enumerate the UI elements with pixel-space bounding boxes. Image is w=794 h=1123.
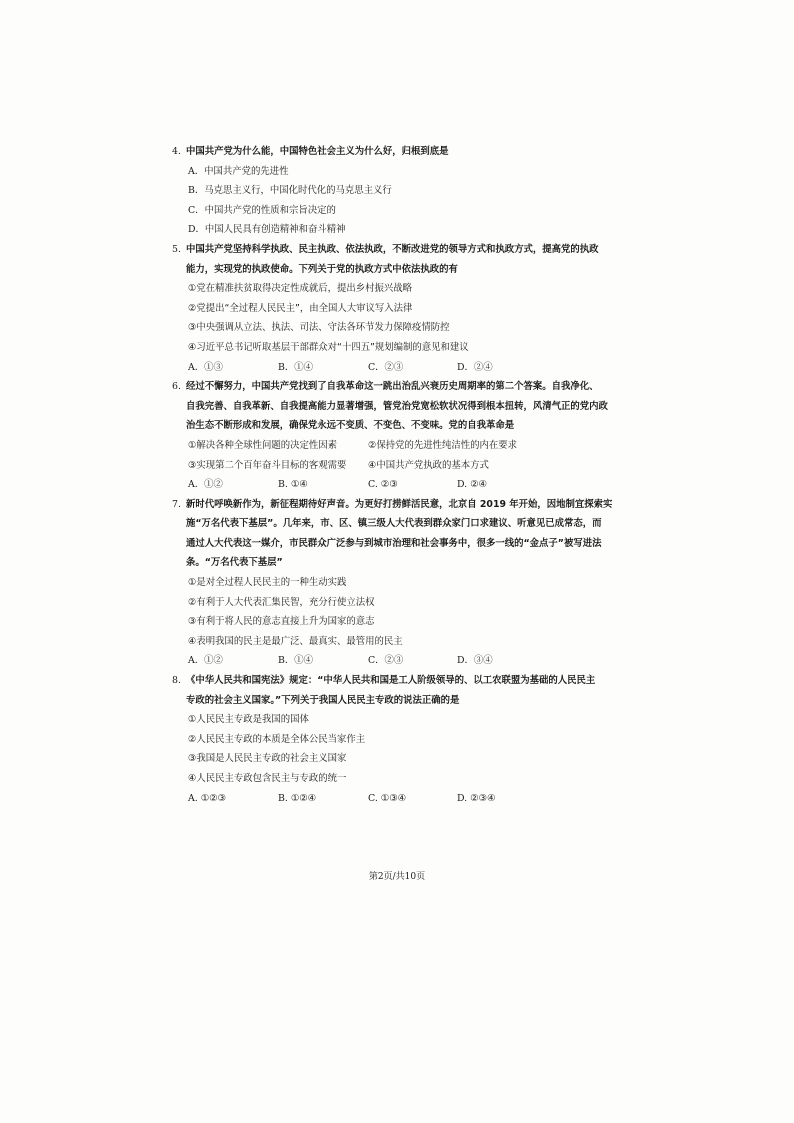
option-d [172,220,632,240]
question-stem-line: 条。“万名代表下基层” [186,557,283,569]
option-text: 中国共产党的性质和宗旨决定的 [204,204,336,216]
option-text: 马克思主义行，中国化时代化的马克思主义行 [204,185,392,197]
option-b: B．①④ [278,655,314,667]
question-stem-text: 中国共产党坚持科学执政、民主执政、依法执政，不断改进党的领导方式和执政方式，提高党的执政 [186,243,599,255]
statements-row-1 [172,436,632,456]
statement-1: ①解决各种全球性问题的决定性因素 [188,439,338,451]
option-c: C. ①③④ [368,792,407,804]
option-text: 中国人民具有创造精神和奋斗精神 [204,224,346,236]
question-stem-text: 经过不懈努力，中国共产党找到了自我革命这一跳出治乱兴衰历史周期率的第二个答案。自我净化、 [186,381,599,393]
options-row [172,358,632,378]
statement-4: ④人民民主专政包含民主与专政的统一 [188,773,347,784]
options-row [172,789,632,809]
question-stem-text: 《中华人民共和国宪法》规定：“中华人民共和国是工人阶级领导的、以工农联盟为基础的人民民主 [186,675,596,687]
question-stem-line [172,142,632,162]
question-stem-line [172,240,632,260]
option-letter: A． [188,165,205,177]
statement-2: ②保持党的先进性纯洁性的内在要求 [368,439,518,451]
question-list [172,142,632,808]
question-stem-line [172,377,632,397]
option-b: B. ①②④ [278,792,317,804]
question-number: 8. [172,675,181,687]
option-text: 中国共产党的先进性 [204,165,289,177]
option-a: A．①② [188,479,223,491]
question-stem-text: 新时代呼唤新作为，新征程期待好声音。为更好打捞鲜活民意，北京自 2019 年开始，因地制宜探索实 [186,498,613,510]
statement-1: ①是对全过程人民民主的一种生动实践 [188,577,347,589]
question-stem-line: 专政的社会主义国家。”下列关于我国人民民主专政的说法正确的是 [186,694,460,706]
page-indicator: 第2页/共10页 [368,872,426,882]
option-c: C．②③ [368,361,404,373]
statement-3: ③中央强调从立法、执法、司法、守法各环节发力保障疫情防控 [188,322,450,334]
question-stem-line: 自我完善、自我革新、自我提高能力显著增强，管党治党宽松软状况得到根本扭转，风清气正的党内政 [186,400,608,412]
statement-4: ④中国共产党执政的基本方式 [368,459,489,471]
option-b [172,181,632,201]
option-c: C．②③ [368,655,404,667]
question-stem-line: 治生态不断形成和发展，确保党永远不变质、不变色、不变味。党的自我革命是 [186,420,515,432]
option-c [172,201,632,221]
option-d: D．③④ [457,655,493,667]
statement-2: ②党提出“全过程人民民主”，由全国人大审议写入法律 [188,302,413,314]
question-number: 4. [172,146,181,157]
option-d: D. ②③④ [457,792,496,804]
question-7 [172,495,632,671]
statement-1: ①党在精准扶贫取得决定性成就后，提出乡村振兴战略 [188,283,413,295]
question-5 [172,240,632,377]
question-stem-line: 施“万名代表下基层”。几年来，市、区、镇三级人大代表到群众家门口求建议、听意见已成常态，而 [186,518,602,530]
question-number: 6. [172,381,181,393]
option-a: A．①② [188,655,223,667]
option-b: B．①④ [278,361,314,373]
question-number: 5. [172,243,181,255]
question-stem-line: 通过人大代表这一媒介，市民群众广泛参与到城市治理和社会事务中，很多一线的“金点子”被写进法 [186,537,602,549]
question-8 [172,671,632,808]
question-number: 7. [172,498,181,510]
option-letter: B． [188,185,205,197]
statement-1: ①人民民主专政是我国的国体 [188,714,309,726]
option-c: C. ②③ [368,479,398,491]
option-letter: C． [188,204,205,216]
question-stem-line: 能力，实现党的执政使命。下列关于党的执政方式中依法执政的有 [186,263,458,275]
options-row [172,651,632,671]
option-a: A．①③ [188,361,223,373]
statement-3: ③有利于将人民的意志直接上升为国家的意志 [188,616,375,628]
statements-row-2 [172,456,632,476]
question-stem-line [172,495,632,515]
option-d: D．②④ [457,361,493,373]
statement-3: ③实现第二个百年奋斗目标的客观需要 [188,459,347,471]
question-4 [172,142,632,240]
question-stem-line [172,671,632,691]
question-6 [172,377,632,495]
option-b: B. ①④ [278,479,308,491]
question-stem-text: 中国共产党为什么能，中国特色社会主义为什么好，归根到底是 [186,146,449,157]
option-d: D. ②④ [457,479,487,491]
statement-3: ③我国是人民民主专政的社会主义国家 [188,753,347,765]
statement-4: ④习近平总书记听取基层干部群众对“十四五”规划编制的意见和建议 [188,341,469,353]
statement-4: ④表明我国的民主是最广泛、最真实、最管用的民主 [188,635,403,647]
option-a [172,162,632,182]
option-letter: D． [188,224,205,236]
options-row [172,475,632,495]
option-a: A. ①②③ [188,792,226,804]
statement-2: ②人民民主专政的本质是全体公民当家作主 [188,733,366,745]
statement-2: ②有利于人大代表汇集民智，充分行使立法权 [188,596,375,608]
